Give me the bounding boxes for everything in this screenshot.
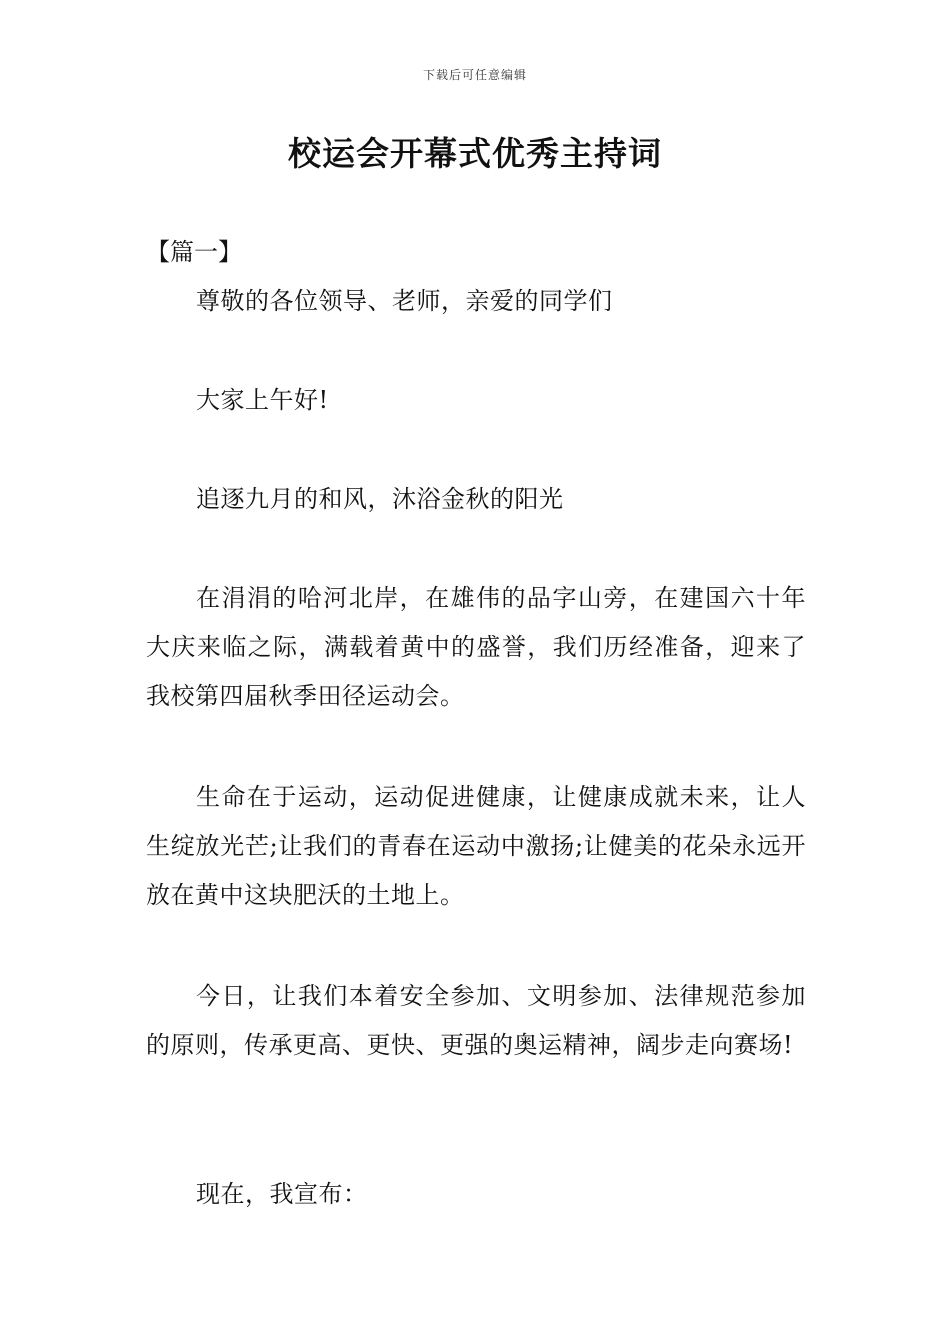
paragraph-greeting: 尊敬的各位领导、老师，亲爱的同学们 xyxy=(196,287,613,315)
section-label: 【篇一】 xyxy=(146,238,242,266)
paragraph-announcement: 现在，我宣布： xyxy=(196,1180,368,1208)
paragraph-occasion: 在涓涓的哈河北岸，在雄伟的品字山旁，在建国六十年大庆来临之际，满载着黄中的盛誉，我们历经准备，迎来了我校第四届秋季田径运动会。 xyxy=(146,584,806,710)
paragraph-sports: 生命在于运动，运动促进健康，让健康成就未来，让人生绽放光芒;让我们的青春在运动中激扬;让健美的花朵永远开放在黄中这块肥沃的土地上。 xyxy=(146,783,806,909)
header-note: 下载后可任意编辑 xyxy=(422,68,527,82)
paragraph-autumn: 追逐九月的和风，沐浴金秋的阳光 xyxy=(196,485,564,513)
paragraph-principles: 今日，让我们本着安全参加、文明参加、法律规范参加的原则，传承更高、更快、更强的奥运精神，阔步走向赛场! xyxy=(146,982,806,1059)
paragraph-morning: 大家上午好! xyxy=(196,386,329,414)
document-title: 校运会开幕式优秀主持词 xyxy=(288,134,662,173)
